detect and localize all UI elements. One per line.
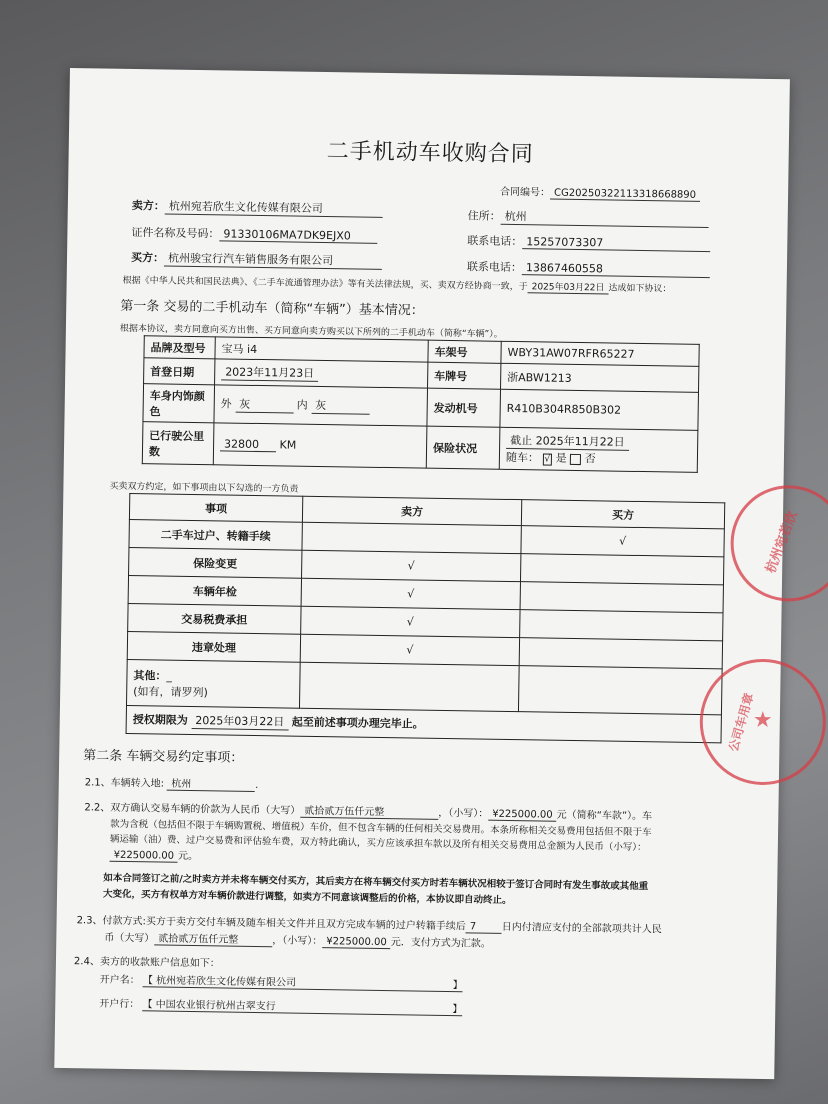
adjustment-clause-2: 大变化，买方有权单方对车辆价款进行调整，如卖方不同意该调整后的价格，本协议即自动终止。 [102, 888, 512, 907]
plate-label: 车牌号 [428, 362, 501, 389]
plate-value: 浙ABW1213 [501, 363, 699, 392]
article-1-title: 第一条 交易的二手机动车（简称“车辆”）基本情况： [120, 298, 424, 319]
mileage-label: 已行驶公里数 [142, 422, 214, 465]
company-seal [730, 484, 828, 602]
seller-phone-row: 联系电话： 15257073307 [467, 232, 710, 252]
vin-value: WBY31AW07RFR65227 [501, 341, 699, 366]
table-row: 违章处理 √ [127, 631, 722, 668]
mileage-cell: 32800 KM [213, 423, 427, 468]
clause-2-2-line2: 款为含税（包括但不限于车辆购置税、增值税）车价，但不包含车辆的任何相关交易费用。本条所称相关交易费用包括但不限于车 [110, 818, 652, 839]
vehicle-seal [699, 658, 827, 786]
reg-date-label: 首登日期 [144, 358, 215, 385]
engine-value: R410B304R850B302 [500, 389, 699, 430]
table-row: 交易税费承担 √ [128, 603, 723, 640]
vehicle-seal-text: 公司车用章 [726, 691, 757, 754]
color-cell: 外 灰 内 灰 [214, 385, 428, 426]
duties-table [126, 493, 726, 743]
star-icon: ★ [752, 707, 773, 734]
account-name-row: 开户名： 【 杭州宛若欣生文化传媒有限公司 】 [100, 971, 463, 993]
brand-label: 品牌及型号 [144, 336, 215, 359]
preamble: 根据《中华人民共和国民法典》、《二手车流通管理办法》等有关法律法规，买、卖双方经协商一致，于 2025年03月22日 达成如下协议： [122, 275, 672, 295]
brand-value: 宝马 i4 [215, 337, 428, 362]
insurance-cell: 截止 2025年11月22日 随车： √ 是 否 [499, 427, 698, 472]
clause-2-2-line3: 辆运输（油）费、过户交易费和评估验车费，双方特此确认，买方应该承担车款以及所有相关交易费用总金额为人民币（小写）： [109, 833, 647, 854]
reg-date-cell: 2023年11月23日 [215, 359, 428, 388]
company-seal-text: 杭州宛若欣 [763, 509, 801, 576]
id-row: 证件名称及号码： 91330106MA7DK9EJX0 [131, 224, 377, 244]
table-row: 二手车过户、转籍手续 √ [129, 519, 724, 556]
article-1-intro: 根据本协议，卖方同意向买方出售、买方同意向卖方购买以下所列的二手机动车（简称“车辆”）。 [119, 323, 503, 340]
checkbox-empty-icon [570, 453, 581, 464]
table-row: 保险变更 √ [129, 547, 724, 584]
clause-2-3-line2: 币（大写） 贰拾贰万伍仟元整 ，（小写）： ¥225000.00 元．支付方式为汇款。 [104, 929, 491, 951]
bank-row: 开户行： 【 中国农业银行杭州古翠支行 】 [99, 995, 462, 1017]
vin-label: 车架号 [428, 340, 501, 363]
color-label: 车身内饰颜色 [143, 384, 215, 423]
contract-number: 合同编号： CG20250322113318668890 [500, 183, 700, 202]
engine-label: 发动机号 [427, 388, 501, 427]
contract-page [54, 68, 801, 1079]
table-row: 车辆年检 √ [128, 575, 723, 612]
address-row: 住所： 杭州 [468, 207, 709, 228]
clause-2-3: 2.3、付款方式:买方于卖方交付车辆及随车相关文件并且双方完成车辆的过户转籍手续后 7 日内付清应支付的全部款项共计人民 [76, 915, 662, 936]
article-2-title: 第二条 车辆交易约定事项： [83, 748, 244, 766]
clause-2-4: 2.4、卖方的收款账户信息如下： [73, 956, 220, 970]
duties-header-buyer: 买方 [521, 500, 724, 529]
page-title: 二手机动车收购合同 [326, 139, 534, 168]
adjustment-clause-1: 如本合同签订之前/之时卖方并未将车辆交付买方，其后卖方在将车辆交付买方时若车辆状况相较于签订合同时有发生事故或其他重 [103, 872, 649, 893]
insurance-label: 保险状况 [426, 426, 500, 469]
checkbox-checked-icon: √ [542, 453, 552, 465]
other-cell: 其他：_ (如有，请罗列) [126, 659, 300, 708]
clause-2-2: 2.2、双方确认交易车辆的价款为人民币（大写） 贰拾贰万伍仟元整 ，（小写）： ¥225000.00 元（简称“车款”）。车 [84, 802, 653, 823]
authorization-row: 授权期限为 2025年03月22日 起至前述事项办理完毕止。 [126, 705, 721, 742]
duties-header-seller: 卖方 [302, 496, 521, 525]
clause-2-1: 2.1、车辆转入地: 杭州 . [85, 773, 259, 792]
duties-intro: 买卖双方约定，如下事项由以下勾选的一方负责 [109, 481, 299, 495]
vehicle-table [142, 335, 700, 473]
duties-header-item: 事项 [129, 493, 302, 522]
buyer-phone-row: 联系电话： 13867460558 [467, 258, 710, 278]
clause-2-2-total: ¥225000.00 元。 [110, 846, 199, 863]
buyer-row: 买方： 杭州骏宝行汽车销售服务有限公司 [131, 249, 382, 270]
seller-row: 卖方： 杭州宛若欣生文化传媒有限公司 [132, 197, 383, 218]
